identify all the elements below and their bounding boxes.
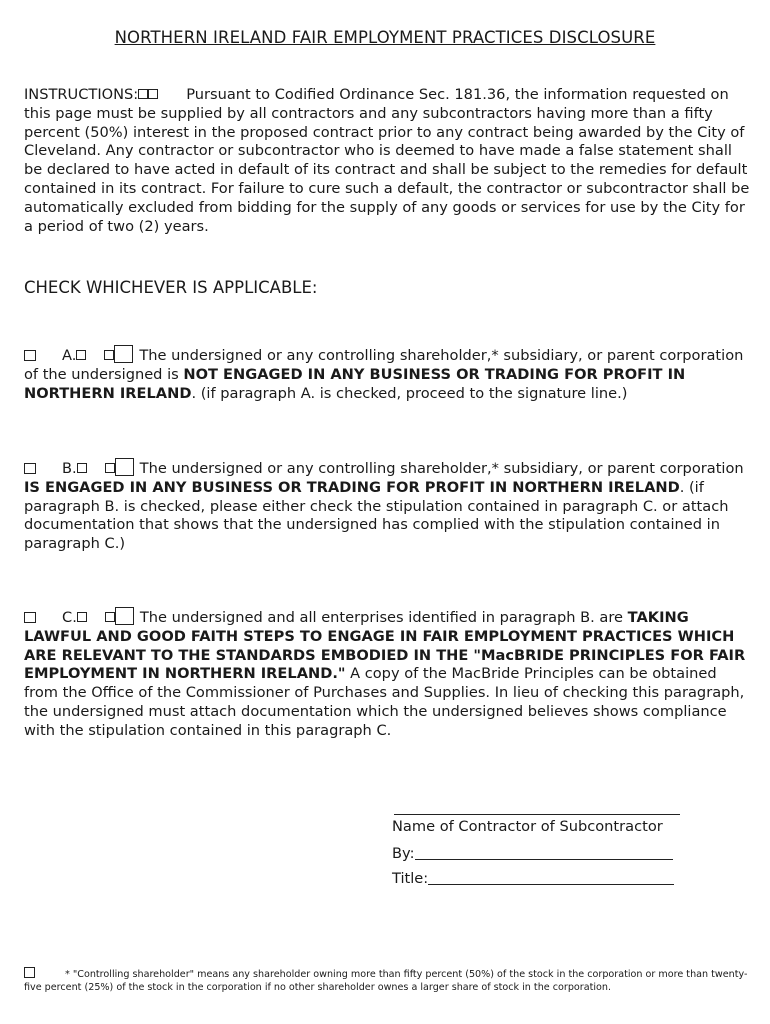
- option-b-paragraph: [24, 458, 750, 554]
- instructions-checkbox-2[interactable]: [148, 89, 158, 99]
- option-b-inline-box-2[interactable]: [105, 463, 115, 473]
- title-signature-line[interactable]: [428, 884, 674, 885]
- option-b-checkbox[interactable]: [24, 463, 36, 474]
- name-label: Name of Contractor of Subcontractor: [392, 818, 663, 835]
- option-c-text-2: A copy of the MacBride Principles can be obtained from the Office of the Commissioner of Purchases and Supplies. In lieu of checking this paragraph, the undersigned must attach documentation which the undersigned believes shows compliance with the stipulation contained in this paragraph C.: [24, 665, 745, 739]
- instructions-paragraph: [24, 86, 750, 236]
- instructions-checkbox[interactable]: [138, 89, 148, 99]
- option-c-text-1: The undersigned and all enterprises identified in paragraph B. are: [139, 609, 628, 626]
- option-c-checkbox[interactable]: [24, 612, 36, 623]
- option-b-letter: B.: [62, 460, 77, 477]
- title-row: [392, 870, 682, 887]
- footnote: [24, 967, 750, 994]
- instructions-label: INSTRUCTIONS:: [24, 86, 139, 103]
- option-a-text-1: The undersigned or any controlling shareholder,* subsidiary, or parent corporation of the undersigned is: [24, 347, 744, 383]
- option-b-large-checkbox[interactable]: [115, 458, 134, 476]
- option-a-paragraph: [24, 345, 750, 403]
- option-b-text-2: . (if paragraph B. is checked, please either check the stipulation contained in paragraph C. or attach documentation that shows that the undersigned has complied with the stipulation contained in paragraph C.): [24, 478, 729, 553]
- option-b-bold-text: IS ENGAGED IN ANY BUSINESS OR TRADING FOR PROFIT IN NORTHERN IRELAND: [24, 478, 680, 496]
- option-b-inline-box[interactable]: [77, 463, 87, 473]
- by-signature-line[interactable]: [415, 859, 673, 860]
- by-row: [392, 845, 682, 862]
- option-a-large-checkbox[interactable]: [114, 345, 133, 363]
- instructions-text: Pursuant to Codified Ordinance Sec. 181.36, the information requested on this page must be supplied by all contractors and any subcontractors having more than a fifty percent (50%) interest in the proposed contract prior to any contract being awarded by the City of Cleveland. Any contractor or subcontractor who is deemed to have made a false statement shall be declared to have acted in default of its contract and shall be subject to the remedies for default contained in its contract. For failure to cure such a default, the contractor or subcontractor shall be automatically excluded from bidding for the supply of any goods or services for use by the City for a period of two (2) years.: [24, 86, 750, 235]
- option-c-inline-box-2[interactable]: [105, 612, 115, 622]
- by-label: By:: [392, 845, 415, 862]
- option-a-letter: A.: [62, 347, 77, 364]
- option-a-inline-box-2[interactable]: [104, 350, 114, 360]
- option-a-inline-box[interactable]: [76, 350, 86, 360]
- option-c-letter: C.: [62, 609, 77, 626]
- option-c-bold-text: TAKING LAWFUL AND GOOD FAITH STEPS TO ENGAGE IN FAIR EMPLOYMENT PRACTICES WHICH ARE RELEVANT TO THE STANDARDS EMBODIED IN THE "MacBRIDE PRINCIPLES FOR FAIR EMPLOYMENT IN NORTHERN IRELAND.": [24, 609, 746, 683]
- name-signature-line[interactable]: [394, 814, 680, 815]
- document-title: NORTHERN IRELAND FAIR EMPLOYMENT PRACTICES DISCLOSURE: [114, 28, 656, 47]
- option-c-paragraph: [24, 607, 750, 741]
- option-c-inline-box[interactable]: [77, 612, 87, 622]
- footnote-text: * "Controlling shareholder" means any shareholder owning more than fifty percent (50%) of the stock in the corporation or more than twenty-five percent (25%) of the stock in the corporation if no other shareholder ownes a larger share of stock in the corporation.: [24, 969, 748, 993]
- title-label: Title:: [392, 870, 429, 887]
- option-a-bold-text: NOT ENGAGED IN ANY BUSINESS OR TRADING FOR PROFIT IN NORTHERN IRELAND: [24, 365, 686, 402]
- option-a-text-2: . (if paragraph A. is checked, proceed to the signature line.): [191, 384, 628, 402]
- option-a-checkbox[interactable]: [24, 350, 36, 361]
- check-heading: CHECK WHICHEVER IS APPLICABLE:: [24, 278, 318, 297]
- option-b-text-1: The undersigned or any controlling shareholder,* subsidiary, or parent corporation: [139, 460, 744, 477]
- footnote-checkbox[interactable]: [24, 967, 35, 978]
- option-c-large-checkbox[interactable]: [115, 607, 134, 625]
